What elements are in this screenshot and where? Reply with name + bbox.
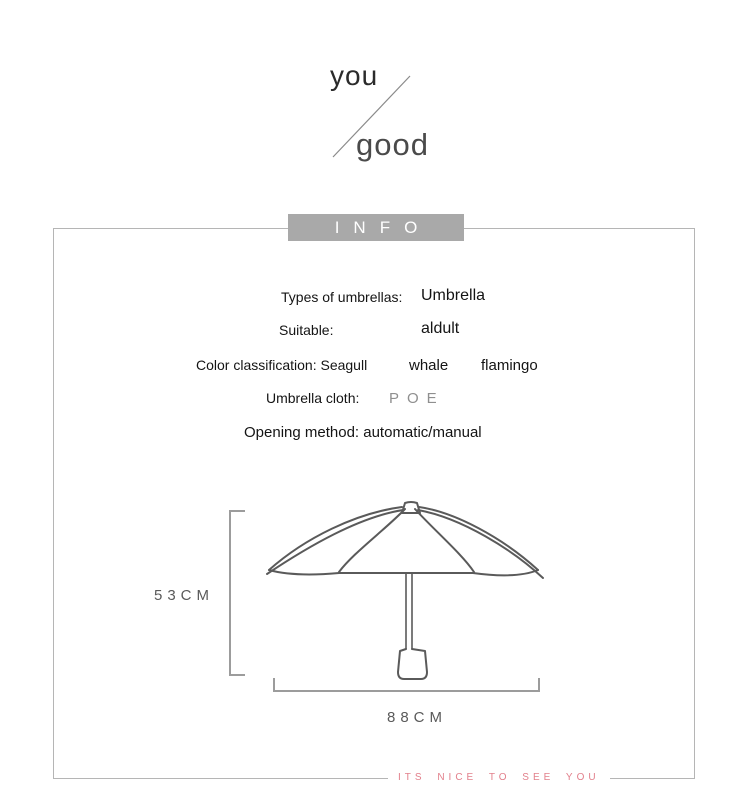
spec-label-umbrella-cloth: Umbrella cloth: — [266, 390, 360, 406]
info-banner — [288, 214, 464, 241]
spec-label-suitable: Suitable: — [279, 322, 334, 338]
spec-value-umbrella: Umbrella — [421, 287, 486, 304]
spec-label-opening-method: Opening method: automatic/manual — [244, 424, 482, 441]
header-word-you: you — [330, 60, 379, 91]
spec-value-poe: POE — [389, 390, 445, 407]
spec-box — [53, 228, 695, 783]
info-banner-label: INFO — [334, 217, 432, 237]
footer-tagline: ITS NICE TO SEE YOU — [388, 770, 610, 786]
spec-value-whale: whale — [409, 357, 449, 374]
height-dimension-label: 53CM — [154, 587, 215, 604]
height-dimension-bracket — [229, 510, 245, 676]
header-word-good: good — [356, 127, 429, 162]
spec-value-adult: aldult — [421, 320, 460, 337]
umbrella-diagram-icon — [251, 496, 551, 691]
width-dimension-label: 88CM — [387, 709, 448, 726]
spec-label-color-classification: Color classification: Seagull — [196, 357, 368, 373]
spec-value-flamingo: flamingo — [481, 357, 538, 374]
spec-label-types: Types of umbrellas: — [281, 289, 403, 305]
